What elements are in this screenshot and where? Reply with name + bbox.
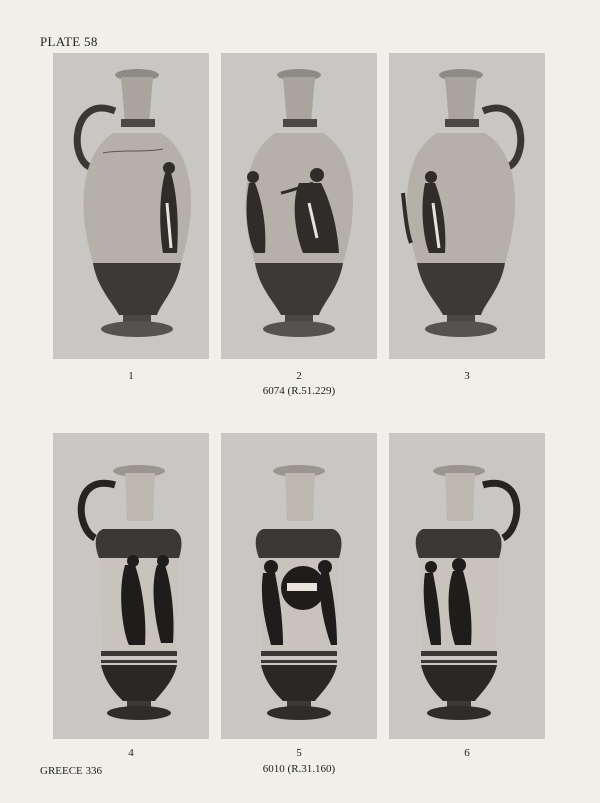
figure-number-5: 5 [296, 747, 302, 759]
vase-photo-5 [221, 433, 377, 739]
inventory-number-bottom: 6010 (R.31.160) [262, 763, 336, 775]
lekythos-blackfigure-front-image [221, 433, 377, 739]
vase-photo-6 [389, 433, 545, 739]
lekythos-blackfigure-right-handle-image [389, 433, 545, 739]
footer-label: GREECE 336 [40, 765, 103, 777]
figure-number-6: 6 [464, 747, 470, 759]
inventory-number-top: 6074 (R.51.229) [262, 385, 336, 397]
plate-label: PLATE 58 [40, 34, 98, 49]
figure-number-2: 2 [296, 370, 302, 382]
vase-photo-3 [389, 53, 545, 359]
lekythos-outline-left-handle-image [53, 53, 209, 359]
lekythos-outline-front-image [221, 53, 377, 359]
lekythos-outline-right-handle-image [389, 53, 545, 359]
figure-number-4: 4 [128, 747, 134, 759]
figure-number-1: 1 [128, 370, 134, 382]
vase-photo-4 [53, 433, 209, 739]
figure-number-3: 3 [464, 370, 470, 382]
lekythos-blackfigure-left-handle-image [53, 433, 209, 739]
vase-photo-2 [221, 53, 377, 359]
vase-photo-1 [53, 53, 209, 359]
